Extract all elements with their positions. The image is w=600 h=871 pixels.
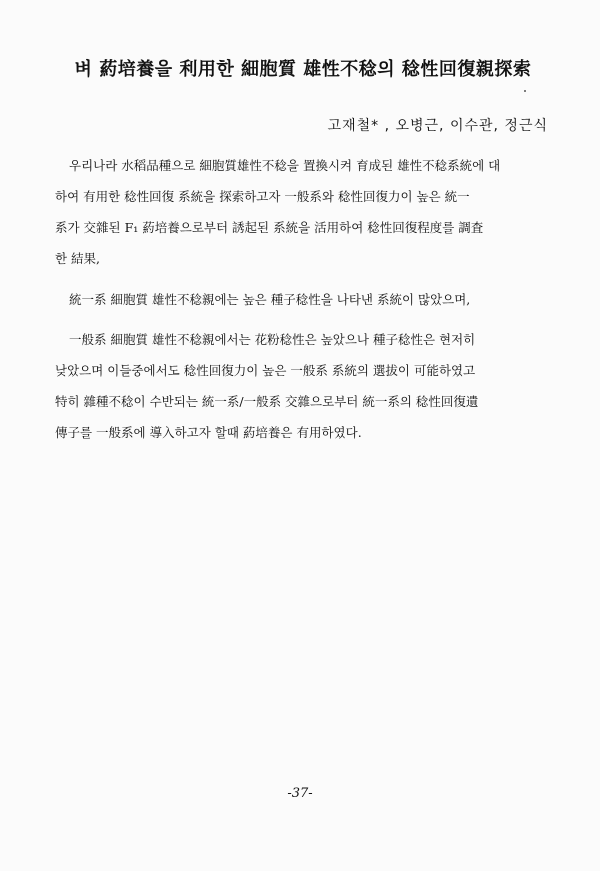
author-list: 고재철* , 오병근, 이수관, 정근식 (327, 118, 548, 134)
paragraph-line: 우리나라 水稻品種으로 細胞質雄性不稔을 置換시켜 育成된 雄性不稔系統에 대 (69, 158, 501, 173)
page-number: -37- (287, 786, 313, 801)
paragraph-line: 系가 交雜된 F₁ 葯培養으로부터 誘起된 系統을 活用하여 稔性回復程度를 調査 (55, 220, 484, 235)
scan-speck (524, 90, 526, 92)
paragraph-line: 一般系 細胞質 雄性不稔親에서는 花粉稔性은 높았으나 種子稔性은 현저히 (69, 332, 476, 347)
paragraph-line: 特히 雜種不稔이 수반되는 統一系/一般系 交雜으로부터 統一系의 稔性回復遺 (55, 394, 479, 409)
paragraph-3 (55, 324, 555, 448)
paragraph-line: 한 結果, (55, 251, 101, 266)
document-title: 벼 葯培養을 利用한 細胞質 雄性不稔의 稔性回復親探索 (74, 59, 532, 80)
paragraph-line: 傳子를 一般系에 導入하고자 할때 葯培養은 有用하였다. (55, 425, 362, 440)
paragraph-1 (55, 150, 555, 274)
paragraph-line: 統一系 細胞質 雄性不稔親에는 높은 種子稔性을 나타낸 系統이 많았으며, (69, 292, 471, 307)
paragraph-line: 낮았으며 이들중에서도 稔性回復力이 높은 一般系 系統의 選拔이 可能하였고 (55, 363, 476, 378)
paragraph-2 (55, 284, 555, 315)
paragraph-line: 하여 有用한 稔性回復 系統을 探索하고자 一般系와 稔性回復力이 높은 統一 (55, 189, 470, 204)
